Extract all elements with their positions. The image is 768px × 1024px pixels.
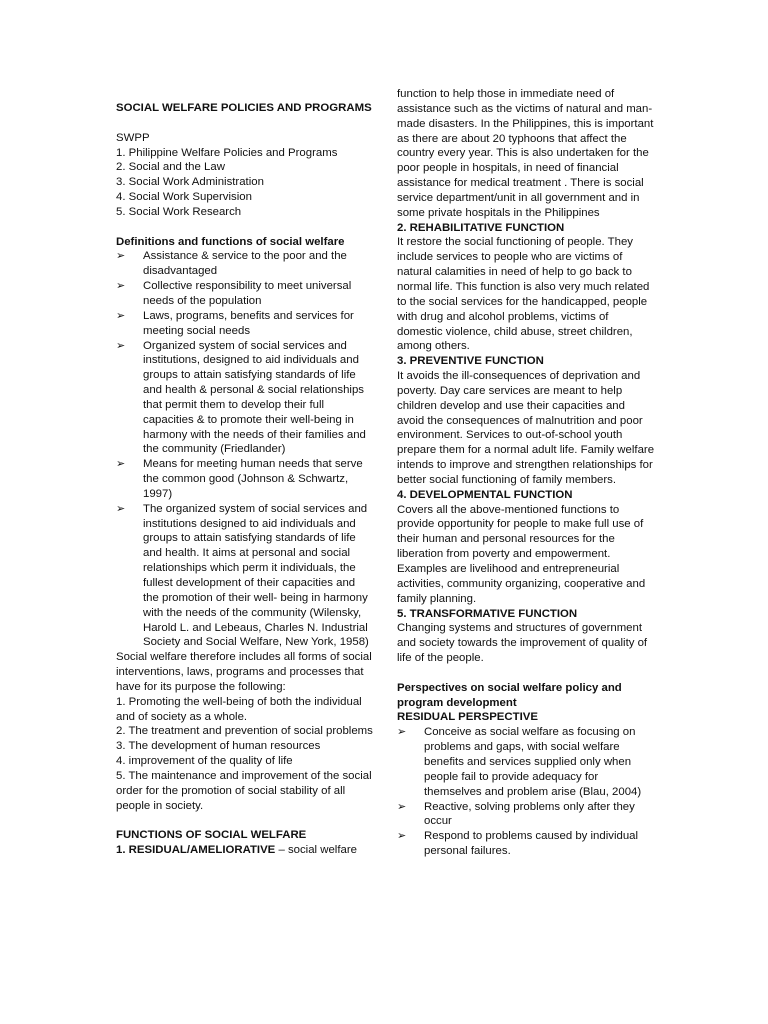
function-heading: 4. DEVELOPMENTAL FUNCTION [397,488,573,501]
residual-continuation: function to help those in immediate need of assistance such as the victims of natural and man-made disasters. In the Philippines, this is important as there are about 20 typhoons that affect the country every year. This is also undertaken for the poor people in hospitals, in need of financial assistance for medical treatment . There is social service department/unit in all government and in some private hospitals in the Philippines [397,88,654,219]
function-text: Covers all the above-mentioned functions to provide opportunity for people to make full use of their human and personal resources for the liberation from poverty and empowerment. Examples are livelihood and entrepreneurial activities, community organizing, cooperative and family planning. [397,503,646,605]
right-column [397,87,655,859]
bullet-text: Collective responsibility to meet universal needs of the population [143,280,352,307]
bullet-text: Respond to problems caused by individual personal failures. [424,830,639,858]
swpp-item: 2. Social and the Law [116,161,225,174]
arrow-bullet-icon: ➢ [116,250,126,263]
swpp-item: 4. Social Work Supervision [116,191,252,204]
residual-line [116,843,374,858]
arrow-bullet-icon: ➢ [116,309,126,322]
includes-paragraph: Social welfare therefore includes all forms of social interventions, laws, programs and processes that have for its purpose the following: [116,651,372,693]
arrow-bullet-icon: ➢ [397,800,407,813]
function-text: It avoids the ill-consequences of deprivation and poverty. Day care services are meant to help children develop and use their capacities and avoid the consequences of malnutrition and poor environment. Services to out-of-school youth prepare them for a normal adult life. Family welfare intends to improve and strengthen relationships for better social functioning of family members. [397,370,655,486]
document-title: SOCIAL WELFARE POLICIES AND PROGRAMS [116,102,372,114]
arrow-bullet-icon: ➢ [397,726,407,739]
bullet-text: Laws, programs, benefits and services for meeting social needs [143,309,354,337]
purpose-item: 3. The development of human resources [116,740,321,753]
arrow-bullet-icon: ➢ [116,458,126,471]
list-item [116,309,374,339]
list-item [116,339,374,458]
function-heading: 2. REHABILITATIVE FUNCTION [397,221,565,234]
perspective-list [397,725,655,859]
function-heading: 3. PREVENTIVE FUNCTION [397,355,544,368]
list-item [397,725,655,799]
function-heading: 5. TRANSFORMATIVE FUNCTION [397,607,578,620]
definitions-heading: Definitions and functions of social welfare [116,235,345,248]
bullet-text: Conceive as social welfare as focusing on problems and gaps, with social welfare benefits and services supplied only when people fail to provide adequacy for themselves and problem arise (Blau, 2004) [424,726,642,798]
functions-heading: FUNCTIONS OF SOCIAL WELFARE [116,829,307,842]
swpp-item: 1. Philippine Welfare Policies and Programs [116,146,338,159]
residual-label: 1. RESIDUAL/AMELIORATIVE [116,844,276,857]
function-text: Changing systems and structures of government and society towards the improvement of quality of life of the people. [397,622,648,665]
bullet-text: Means for meeting human needs that serve the common good (Johnson & Schwartz, 1997) [143,458,363,500]
list-item [397,800,655,830]
definitions-list [116,249,374,650]
arrow-bullet-icon: ➢ [116,280,126,293]
arrow-bullet-icon: ➢ [397,830,407,843]
residual-perspective-heading: RESIDUAL PERSPECTIVE [397,711,538,724]
bullet-text: Organized system of social services and institutions, designed to aid individuals and groups to attain satisfying standards of life and health & personal & social relationships that permit them to develop their full capacities & to promote their well-being in harmony with the needs of their families and the community (Friedlander) [143,339,366,456]
bullet-text: Reactive, solving problems only after they occur [424,800,635,828]
swpp-label: SWPP [116,131,150,144]
arrow-bullet-icon: ➢ [116,502,126,515]
arrow-bullet-icon: ➢ [116,339,126,352]
perspectives-heading: Perspectives on social welfare policy and program development [397,681,622,709]
swpp-item: 5. Social Work Research [116,205,242,218]
swpp-item: 3. Social Work Administration [116,176,264,189]
purpose-item: 2. The treatment and prevention of social problems [116,725,373,738]
list-item [397,829,655,859]
purpose-item: 5. The maintenance and improvement of the social order for the promotion of social stability of all people in society. [116,769,372,812]
residual-text: – social welfare [275,844,357,857]
list-item [116,457,374,502]
list-item [116,249,374,279]
list-item [116,279,374,309]
bullet-text: The organized system of social services and institutions designed to aid individuals and groups to attain satisfying standards of life and health. It aims at personal and social relationships which perm it individuals, the fullest development of their capacities and the promotion of their well- being in harmony with the needs of the community (Wilensky, Harold L. and Lebeaus, Charles N. Industrial Society and Social Welfare, New York, 1958) [143,502,369,649]
list-item [116,502,374,650]
function-text: It restore the social functioning of people. They include services to people who are victims of natural calamities in need of help to go back to normal life. This function is also very much related to the social services for the handicapped, people with drug and alcohol problems, victims of domestic violence, child abuse, street children, among others. [397,236,650,353]
purpose-item: 4. improvement of the quality of life [116,755,293,768]
left-column [116,101,374,858]
purpose-item: 1. Promoting the well-being of both the individual and of society as a whole. [116,695,362,723]
bullet-text: Assistance & service to the poor and the disadvantaged [143,250,347,278]
